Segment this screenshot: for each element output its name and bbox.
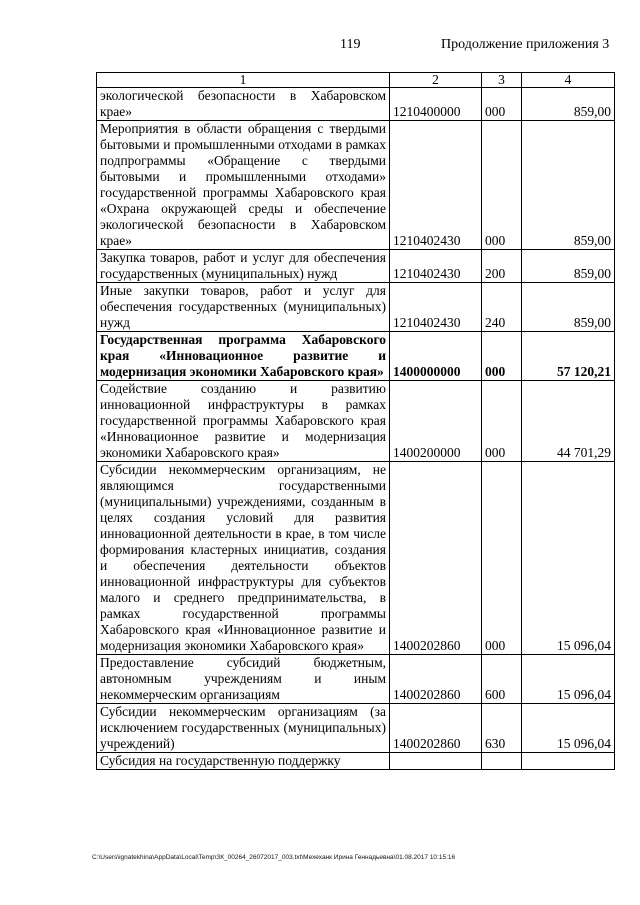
row-type-cell: 000 [482,332,522,381]
row-name-cell: Государственная программа Хабаровского края «Инновационное развитие и модернизация экономики Хабаровского края» [97,332,390,381]
row-sum-cell: 15 096,04 [522,704,615,753]
column-header-name: 1 [97,73,390,88]
row-code-cell: 1400200000 [390,381,482,462]
column-header-sum: 4 [522,73,615,88]
table-row [97,753,615,770]
row-type-cell: 000 [482,381,522,462]
row-type-cell: 000 [482,88,522,121]
row-name-cell: Содействие созданию и развитию инновационной инфраструктуры в рамках государственной программы Хабаровского края «Инновационное развитие и модернизация экономики Хабаровского края» [97,381,390,462]
column-header-type: 3 [482,73,522,88]
row-code-cell [390,753,482,770]
row-code-cell: 1400202860 [390,704,482,753]
table-row [97,704,615,753]
row-type-cell [482,753,522,770]
row-sum-cell: 57 120,21 [522,332,615,381]
row-code-cell: 1400202860 [390,655,482,704]
row-type-cell: 600 [482,655,522,704]
row-name-cell: Мероприятия в области обращения с твердыми бытовыми и промышленными отходами в рамках подпрограммы «Обращение с твердыми бытовыми и промышленными отходами» государственной программы Хабаровского края «Охрана окружающей среды и обеспечение экологической безопасности в Хабаровском крае» [97,121,390,250]
row-sum-cell: 859,00 [522,250,615,283]
column-number-row [97,73,615,88]
row-sum-cell: 859,00 [522,121,615,250]
row-name-cell: Предоставление субсидий бюджетным, автономным учреждениям и иным некоммерческим организациям [97,655,390,704]
row-name-cell: Субсидии некоммерческим организациям, не являющимся государственными (муниципальными) учреждениями, созданным в целях создания условий для развития инновационной деятельности в крае, в том числе формирования кластерных инициатив, создания и обеспечения деятельности объектов инновационной инфраструктуры для субъектов малого и среднего предпринимательства, в рамках государственной программы Хабаровского края «Инновационное развитие и модернизация экономики Хабаровского края» [97,462,390,655]
row-code-cell: 1210402430 [390,283,482,332]
row-name-cell: Субсидия на государственную поддержку [97,753,390,770]
row-code-cell: 1210402430 [390,250,482,283]
table-row [97,655,615,704]
page-number: 119 [340,37,361,52]
row-type-cell: 000 [482,462,522,655]
row-type-cell: 240 [482,283,522,332]
row-name-cell: экологической безопасности в Хабаровском крае» [97,88,390,121]
appendix-continuation-label: Продолжение приложения 3 [441,37,610,52]
row-sum-cell: 859,00 [522,88,615,121]
budget-table [96,72,615,770]
table-row [97,250,615,283]
row-sum-cell: 859,00 [522,283,615,332]
budget-table-body [97,73,615,770]
table-row [97,121,615,250]
row-type-cell: 000 [482,121,522,250]
row-code-cell: 1210400000 [390,88,482,121]
row-code-cell: 1210402430 [390,121,482,250]
table-row [97,283,615,332]
row-sum-cell [522,753,615,770]
row-type-cell: 630 [482,704,522,753]
document-file-path: C:\Users\ignatekhina\AppData\Local\Temp\ЗК_00264_26072017_003.txt\Мехеханк Ирина Геннадьевна\01.08.2017 10:15:16 [92,854,456,861]
row-sum-cell: 15 096,04 [522,462,615,655]
table-row [97,332,615,381]
row-name-cell: Субсидии некоммерческим организациям (за исключением государственных (муниципальных) учреждений) [97,704,390,753]
table-row [97,381,615,462]
row-name-cell: Иные закупки товаров, работ и услуг для обеспечения государственных (муниципальных) нужд [97,283,390,332]
table-row [97,462,615,655]
row-code-cell: 1400000000 [390,332,482,381]
row-sum-cell: 44 701,29 [522,381,615,462]
row-name-cell: Закупка товаров, работ и услуг для обеспечения государственных (муниципальных) нужд [97,250,390,283]
row-type-cell: 200 [482,250,522,283]
row-code-cell: 1400202860 [390,462,482,655]
column-header-code: 2 [390,73,482,88]
row-sum-cell: 15 096,04 [522,655,615,704]
table-row [97,88,615,121]
